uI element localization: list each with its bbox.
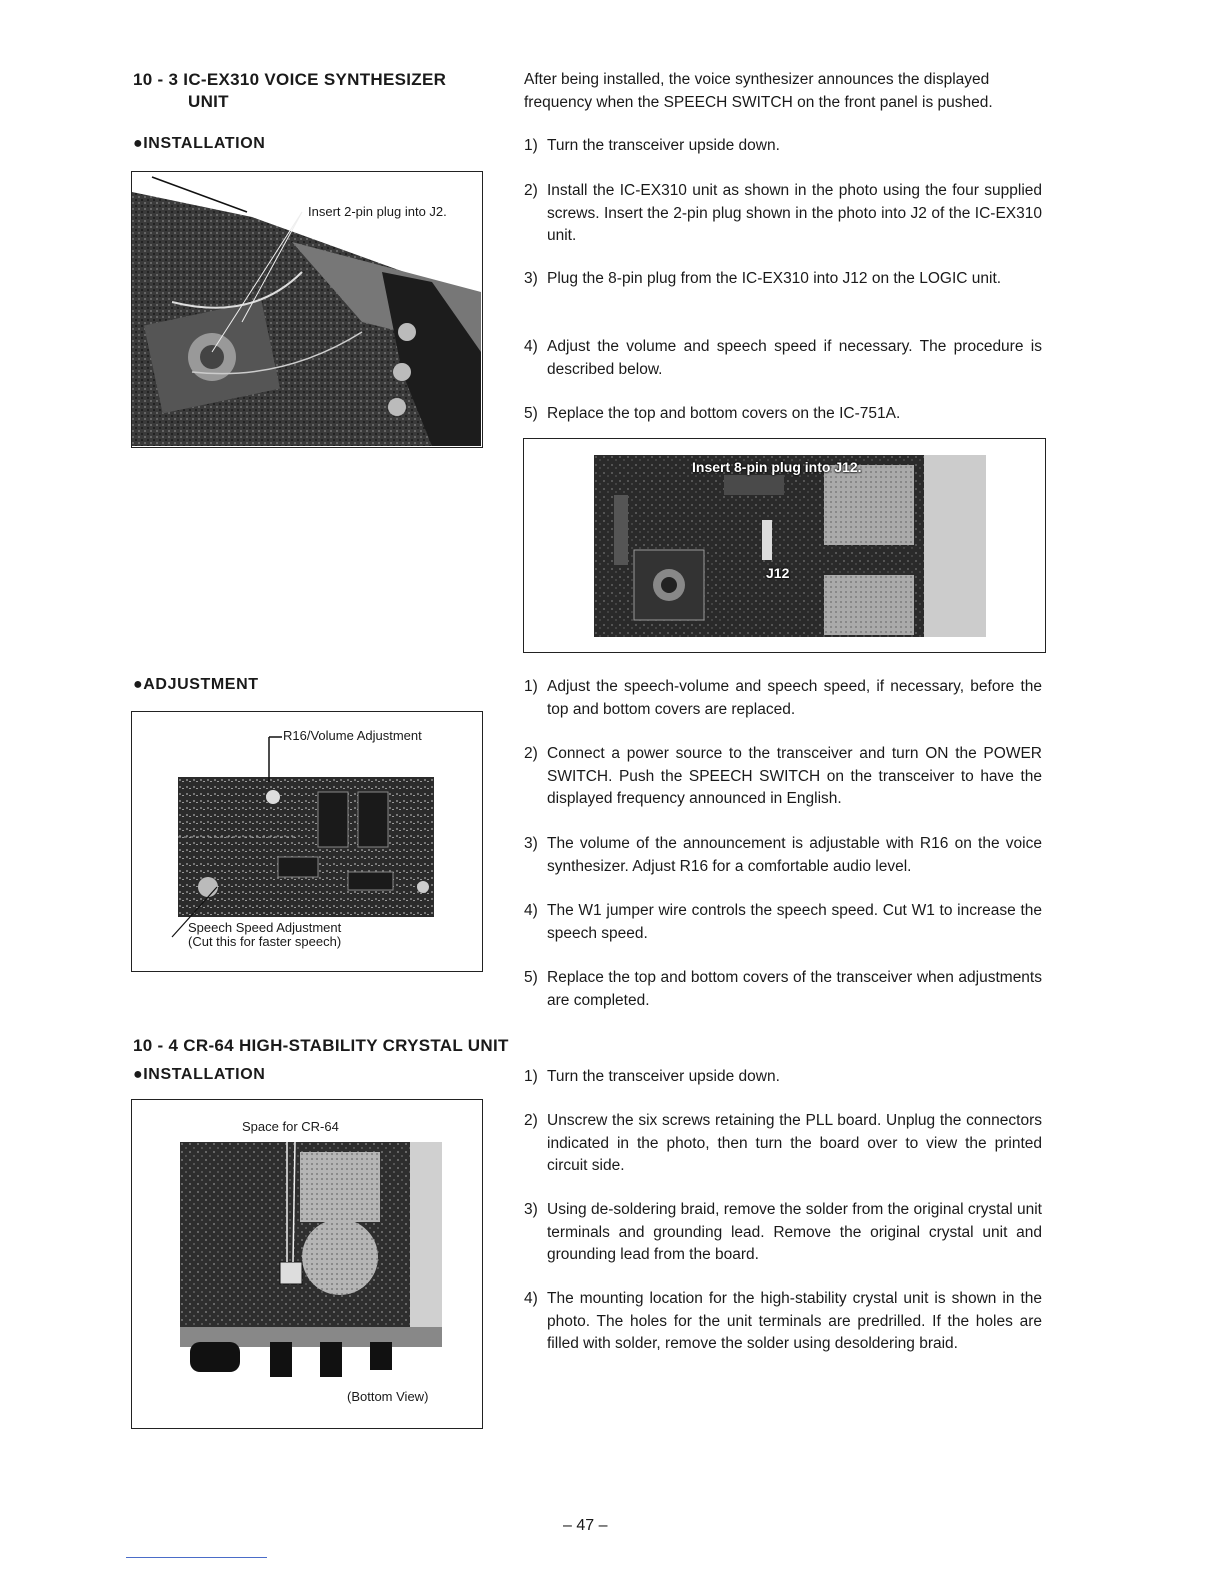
step-number: 4) [524,1290,538,1307]
step-number: 2) [524,745,538,762]
step-number: 4) [524,902,538,919]
step-text: Replace the top and bottom covers of the transceiver when adjustments are completed. [547,969,1042,1009]
adjust-step-4 [524,900,1042,945]
adjust-step-1 [524,676,1042,721]
installation-label: ●INSTALLATION [133,135,266,152]
section-10-3-heading [133,69,446,113]
photo-4-caption-space: Space for CR-64 [242,1119,339,1134]
step-text: Connect a power source to the transceiver and turn ON the POWER SWITCH. Push the SPEECH SWITCH on the transceiver to have the displayed frequency announced in English. [547,745,1042,807]
crystal-step-4 [524,1288,1042,1356]
step-number: 2) [524,1112,538,1129]
photo-3-caption-speed-line2: (Cut this for faster speech) [188,934,342,949]
adjust-step-3 [524,833,1042,878]
install-step-5 [524,403,1042,426]
footer-rule [126,1557,267,1558]
photo-4-caption-bottom-view: (Bottom View) [347,1389,429,1404]
step-text: Install the IC-EX310 unit as shown in the photo using the four supplied screws. Insert the 2-pin plug shown in the photo into J2 of the IC-EX310 unit. [547,182,1042,244]
section-10-3-heading-line1: 10 - 3 IC-EX310 VOICE SYNTHESIZER [133,70,447,89]
step-number: 3) [524,270,538,287]
photo-2-frame [523,438,1046,653]
section-10-3-heading-line2: UNIT [188,92,229,111]
step-text: The W1 jumper wire controls the speech speed. Cut W1 to increase the speech speed. [547,902,1042,942]
step-number: 1) [524,137,538,154]
step-text: Plug the 8-pin plug from the IC-EX310 into J12 on the LOGIC unit. [547,270,1002,287]
photo-3-caption-volume: R16/Volume Adjustment [283,728,422,743]
step-number: 4) [524,338,538,355]
section-10-4-installation-label: ●INSTALLATION [133,1066,266,1083]
install-step-1 [524,135,1042,158]
photo-1-caption: Insert 2-pin plug into J2. [308,204,447,219]
step-text: Turn the transceiver upside down. [547,1068,780,1085]
page-number: – 47 – [563,1517,608,1534]
install-step-3 [524,268,1042,291]
step-number: 5) [524,969,538,986]
adjust-step-5 [524,967,1042,1012]
photo-2-caption: Insert 8-pin plug into J12. [692,459,862,475]
photo-4-frame [131,1099,483,1429]
step-number: 5) [524,405,538,422]
install-step-4 [524,336,1042,381]
step-number: 3) [524,1201,538,1218]
section-10-4-heading: 10 - 4 CR-64 HIGH-STABILITY CRYSTAL UNIT [133,1036,509,1055]
step-text: Turn the transceiver upside down. [547,137,780,154]
step-text: Adjust the speech-volume and speech speed, if necessary, before the top and bottom covers are replaced. [547,678,1042,718]
step-number: 1) [524,678,538,695]
photo-1-frame [131,171,483,448]
adjust-step-2 [524,743,1042,811]
photo-3-caption-speed-line1: Speech Speed Adjustment [188,920,342,935]
adjustment-label: ●ADJUSTMENT [133,676,259,693]
step-text: Replace the top and bottom covers on the IC-751A. [547,405,901,422]
crystal-step-2 [524,1110,1042,1178]
step-text: The mounting location for the high-stability crystal unit is shown in the photo. The holes for the unit terminals are predrilled. If the holes are filled with solder, remove the solder using desoldering braid. [547,1290,1042,1352]
step-number: 3) [524,835,538,852]
step-number: 1) [524,1068,538,1085]
step-number: 2) [524,182,538,199]
crystal-step-3 [524,1199,1042,1267]
step-text: The volume of the announcement is adjustable with R16 on the voice synthesizer. Adjust R16 for a comfortable audio level. [547,835,1042,875]
photo-2-j12-label: J12 [766,565,790,581]
crystal-step-1 [524,1066,1042,1089]
step-text: Adjust the volume and speech speed if necessary. The procedure is described below. [547,338,1042,378]
step-text: Unscrew the six screws retaining the PLL board. Unplug the connectors indicated in the photo, then turn the board over to view the printed circuit side. [547,1112,1042,1174]
intro-paragraph: After being installed, the voice synthesizer announces the displayed frequency when the SPEECH SWITCH on the front panel is pushed. [524,71,993,111]
photo-logic-unit [594,455,986,637]
photo-3-frame [131,711,483,972]
photo-pll-board [180,1142,442,1392]
photo-3-caption-speed [188,921,341,949]
install-step-2 [524,180,1042,248]
step-text: Using de-soldering braid, remove the solder from the original crystal unit terminals and grounding lead. Remove the original crystal unit and grounding lead from the board. [547,1201,1042,1263]
